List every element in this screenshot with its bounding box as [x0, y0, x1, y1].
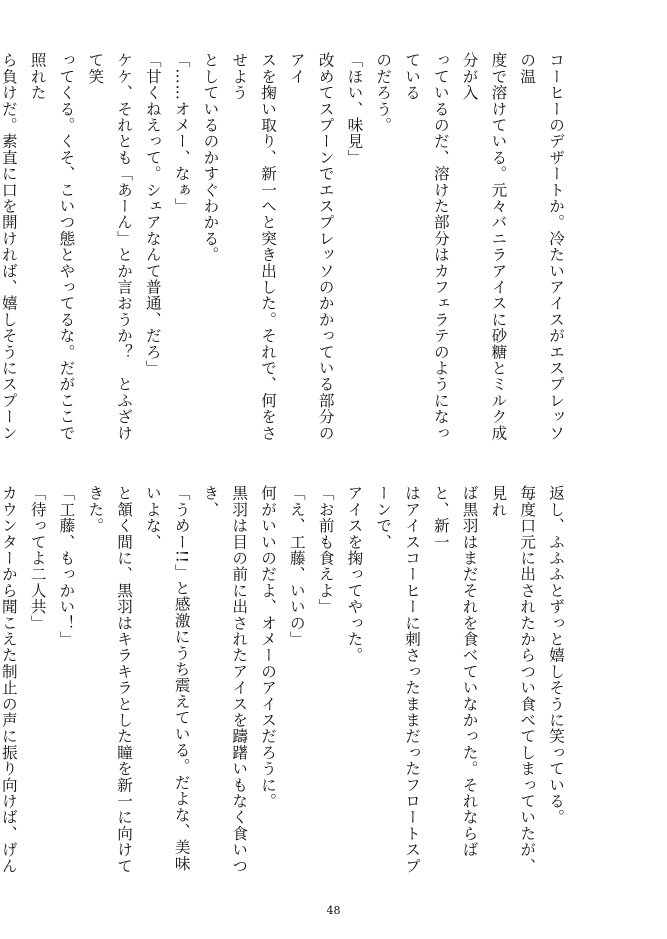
- text-line: ケケ、それとも「あーん」とか言おうか？ とふざけて笑: [86, 52, 134, 441]
- text-line: 「……オメー、なぁ」: [172, 52, 191, 214]
- text-line: 「え、工藤、いいの」: [287, 485, 306, 647]
- text-line: と頷く間に、黒羽はキラキラとした瞳を新一に向けてきた。: [86, 485, 134, 874]
- text-line: アイスを掬ってやった。: [345, 485, 364, 664]
- text-line: っているのだ、溶けた部分はカフェラテのようになっている: [403, 52, 450, 441]
- text-line: 度で溶けている。元々バニラアイスに砂糖とミルク成分が入: [460, 52, 508, 441]
- text-line: 改めてスプーンでエスプレッソのかかっている部分のアイ: [287, 52, 335, 441]
- text-line: ば黒羽はまだそれを食べていなかった。それならばと、新一: [431, 485, 479, 858]
- text-line: カウンターから聞こえた制止の声に振り向けば、げん: [0, 485, 18, 874]
- text-line: コーヒーのデザートか。冷たいアイスがエスプレッソの温: [518, 52, 565, 441]
- lower-text-column: [0, 485, 570, 883]
- text-line: はアイスコーヒーに刺さったままだったフロートスプーンで、: [374, 485, 422, 874]
- text-line: としているのかすぐわかる。: [201, 52, 220, 263]
- text-line: ら負けだ。素直に口を開ければ、嬉しそうにスプーン: [0, 52, 18, 441]
- page-number: 48: [326, 904, 341, 917]
- text-line: 「工藤、もっかい！」: [57, 485, 76, 647]
- text-line: 「お前も食えよ」: [316, 485, 335, 615]
- text-line: 「甘くねえって。シェアなんて普通、だろ」: [143, 52, 162, 376]
- text-line: 黒羽は目の前に出されたアイスを躊躇いもなく食いつき、: [201, 485, 249, 874]
- text-line: のだろう。: [374, 52, 393, 133]
- text-line: 毎度口元に出されたからつい食べてしまっていたが、見れ: [489, 485, 537, 874]
- text-line: スを掬い取り、新一へと突き出した。それで、何をさせよう: [230, 52, 278, 441]
- text-line: 「待ってよ二人共」: [28, 485, 47, 631]
- text-line: 何がいいのだよ、オメーのアイスだろうに。: [259, 485, 278, 809]
- text-line: 「ほい、味見」: [345, 52, 364, 166]
- text-line: 「うめー!!」と感激にうち震えている。だよな、美味いよな、: [143, 485, 191, 872]
- text-line: ってくる。くそ、こいつ態とやってるな。だがここで照れた: [28, 52, 76, 441]
- upper-text-column: [0, 52, 570, 450]
- text-line: 返し、ふふふとずっと嬉しそうに笑っている。: [547, 485, 565, 826]
